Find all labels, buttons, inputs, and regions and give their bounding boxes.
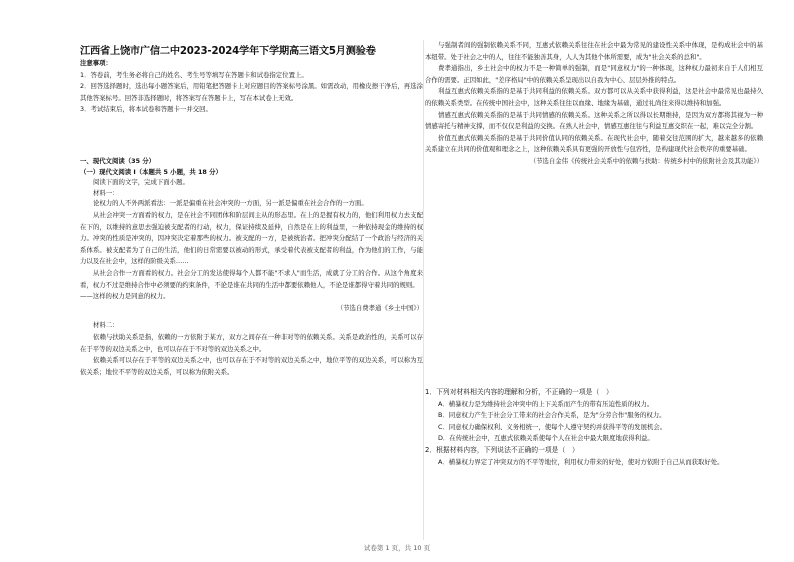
column-divider — [423, 40, 424, 540]
material-paragraph: 与强制者间的强制依赖关系不同，互惠式依赖关系往往在社会中最为常见的建设性关系中体现，是构成社会中的基本纽带。处于社会之中的人，往往不能独善其身，人人为其他个体所需要，成为"社会关系的总和"。 — [425, 41, 763, 61]
material-paragraph: 从社会合作一方面看的权力。社会分工的发达使得每个人都不能"不求人"而生活，成就了分工的合作。从这个角度来看，权力不过是维持合作中必须要的约束条件，不论是谁在共同的生活中都要依赖他人，不论是谁都得守着共同的规则。 — [80, 268, 423, 289]
question-option: A．横暴权力界定了冲突双方的不平等地位，利用权力带来的好处，使对方依附于自己从而获取好处。 — [438, 457, 724, 466]
material-paragraph: 论权力的人不外两派看法：一派是偏重在社会冲突的一方面，另一派是偏重在社会合作的一方面。 — [93, 199, 368, 208]
material-source: （节选自费孝通《乡土中国》） — [336, 303, 423, 312]
page-footer: 试卷第 1 页，共 10 页 — [363, 544, 431, 552]
material-label: 材料一： — [93, 188, 119, 197]
notice-item: 3．考试结束后，将本试卷和答题卡一并交回。 — [80, 105, 212, 114]
section-heading: 一、现代文阅读（35 分） — [80, 157, 156, 165]
material-label: 材料二： — [93, 321, 119, 330]
material-paragraph: 价值互惠式依赖关系指的是基于共同价值认同的依赖关系。在现代社会中，随着交往范围的扩大，越来越多的依赖关系建立在共同的价值观和理念之上，这种依赖关系具有更强的开放性与包容性，是构建现代社会秩序的重要基础。 — [425, 133, 763, 154]
notice-block — [80, 58, 423, 116]
material-paragraph: 费孝通指出，乡土社会中的权力不是一种简单的强制，而是"同意权力"的一种体现，这种权力最初来自于人们相互合作的需要。正因如此，"差序格局"中的依赖关系呈现出以自我为中心、层层外推的特点。 — [425, 64, 763, 84]
material-paragraph: 情感互惠式依赖关系指的是基于共同情感的依赖关系。这种关系之所以得以长期维持，是因为双方都将其视为一种情感寄托与精神支撑，而不仅仅是利益的交换。在熟人社会中，情感互惠往往与利益互惠交织在一起，难以完全分割。 — [425, 110, 763, 131]
material-paragraph: ——这样的权力是同意的权力。 — [80, 292, 170, 301]
notice-item: 2．回答选择题时，选出每小题答案后，用铅笔把答题卡上对应题目的答案标号涂黑。如需改动，用橡皮擦干净后，再选涂其他答案标号。回答非选择题时，将答案写在答题卡上，写在本试卷上无效。 — [80, 82, 423, 102]
sub-section-heading: （一）现代文阅读 I（本题共 5 小题，共 18 分） — [80, 167, 222, 176]
questions-block — [425, 387, 763, 468]
question-option: C．同意权力确保权利、义务相统一，使每个人遵守契约并获得平等的发展机会。 — [438, 422, 667, 431]
right-column — [425, 0, 763, 562]
question-option: D．在传统社会中，互惠式依赖关系使每个人在社会中最大限度地获得利益。 — [438, 434, 654, 443]
material-paragraph: 从社会冲突一方面看的权力，是在社会不同团体和阶层间主从的形态里。在上的是握有权力的，他们利用权力去支配在下的，以维持的意思去强迫被支配者的行动，权力，保证持续及延伸，自然是在上的利益里，一种依持现金的维持的权力。冲突的性质是冲突的，因冲突决定着那些的权力。被支配的一方，是被统治者。把冲突分配结了一个政治与经济的关系体系。被支配者为了自己的生活，他们的日常需要以被动的形式，承受着代表被支配者的利益，作为他们的工作，与能力以及在社会中，这样的阶级关系…… — [80, 210, 423, 266]
question-stem: 2．根据材料内容，下列说法不正确的一项是（ ） — [425, 445, 579, 454]
left-column — [80, 0, 423, 562]
exam-title: 江西省上饶市广信二中2023-2024学年下学期高三语文5月测验卷 — [80, 46, 376, 57]
material-paragraph: 利益互惠式依赖关系指的是基于共同利益的依赖关系。双方都可以从关系中获得利益，这是社会中最常见也最持久的依赖关系类型。在传统中国社会中，这种关系往往以血缘、地缘为基础，通过礼尚往来得以维持和加强。 — [425, 87, 763, 107]
section-instruction: 阅读下面的文字，完成下面小题。 — [93, 178, 189, 187]
question-option: A．横暴权力是为维持社会冲突中的上下关系而产生的带有压迫性质的权力。 — [438, 399, 654, 408]
material-paragraph: 依赖与扶助关系是指，依赖的一方依附于某方，双方之间存在一种非对等的依赖关系。关系是政治性的，关系可以存在于平等的双边关系之中，也可以存在于不对等的双边关系之中。 — [80, 332, 423, 353]
notice-item: 1．答卷前，考生务必将自己的姓名、考生号等填写在答题卡和试卷指定位置上。 — [80, 70, 308, 79]
section-block — [80, 156, 423, 378]
material-paragraph: 依赖关系可以存在于平等的双边关系之中，也可以存在于不对等的双边关系之中，地位平等的双边关系，可以称为互依关系；地位不平等的双边关系，可以称为依附关系。 — [80, 356, 423, 376]
notice-heading: 注意事项： — [80, 59, 112, 67]
material-continued — [425, 40, 763, 168]
question-stem: 1．下列对材料相关内容的理解和分析，不正确的一项是（ ） — [425, 388, 613, 396]
question-option: B．同意权力产生于社会分工带来的社会合作关系，是为"分劳合作"服务的权力。 — [438, 411, 666, 420]
material-source: （节选自金伟《传统社会关系中的依赖与扶助：传统乡村中的依附社会及其功能》） — [529, 156, 763, 165]
